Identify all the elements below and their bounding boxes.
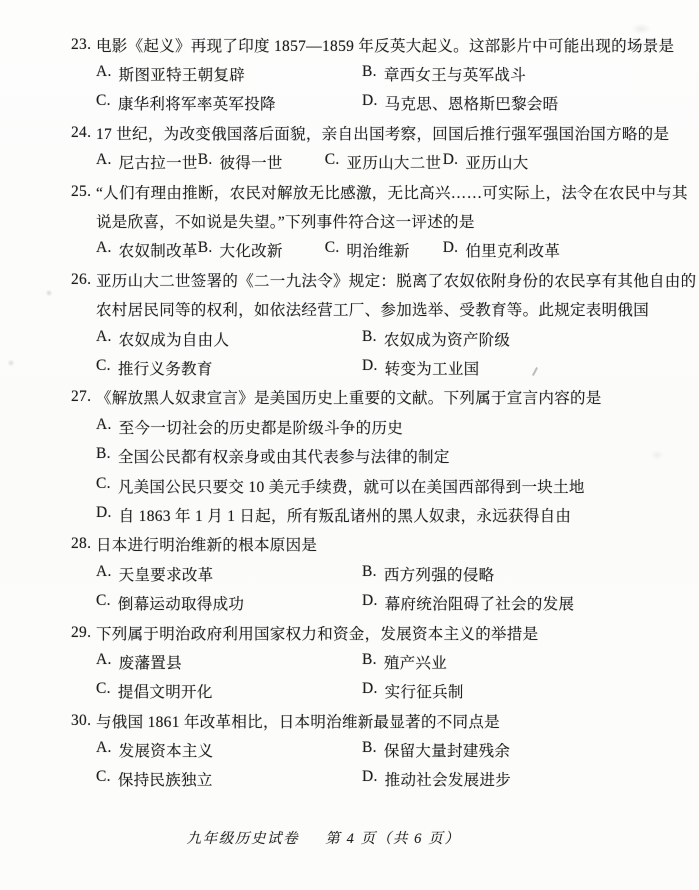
question-26 [0, 265, 699, 383]
option [443, 239, 560, 261]
question-stem-row [0, 618, 699, 647]
option-label: A. [96, 151, 112, 169]
question-stem-row [96, 295, 699, 324]
page-number: 第 4 页（共 6 页） [325, 831, 461, 847]
question-number: 28. [71, 535, 92, 553]
question-25 [0, 177, 699, 265]
question-number: 30. [71, 711, 92, 729]
option [96, 475, 585, 497]
option-label: B. [362, 562, 377, 580]
options-row [96, 471, 699, 500]
option [96, 504, 571, 526]
options-row [96, 148, 699, 177]
option-label: B. [197, 239, 213, 257]
option-text: 大化改新 [219, 243, 283, 261]
option [198, 151, 325, 173]
options-row [96, 324, 699, 353]
option-text: 提倡文明开化 [117, 684, 213, 702]
option-text: 幕府统治阻碍了社会的发展 [384, 596, 575, 614]
option-label: A. [96, 63, 112, 81]
exam-title: 九年级历史试卷 [186, 831, 300, 847]
question-27 [0, 383, 699, 530]
options-row [96, 559, 699, 588]
options-row [96, 677, 699, 706]
option-text: 彼得一世 [219, 155, 283, 173]
options-row [96, 441, 699, 470]
question-stem: 说是欣喜，不如说是失望。”下列事件符合这一评述的是 [96, 214, 475, 232]
option-label: D. [362, 356, 378, 374]
option-label: B. [362, 327, 377, 345]
question-stem: 亚历山大二世签署的《二一九法令》规定：脱离了农奴依附身份的农民享有其他自由的 [96, 272, 697, 290]
question-29 [0, 618, 699, 706]
option [325, 239, 443, 261]
option [362, 63, 526, 85]
question-stem-row [0, 530, 699, 559]
option [96, 592, 362, 614]
question-number: 24. [71, 123, 92, 141]
option [96, 416, 403, 438]
option-label: C. [96, 474, 111, 492]
option [96, 563, 362, 585]
question-28 [0, 530, 699, 618]
option-text: 伯里克利改革 [465, 243, 561, 261]
option-label: C. [324, 151, 340, 169]
option-text: 章西女王与英军战斗 [383, 67, 527, 85]
option [96, 357, 362, 379]
option-text: 全国公民都有权亲身或由其代表参与法律的制定 [117, 449, 450, 467]
option-label: D. [362, 592, 378, 610]
question-number: 23. [71, 35, 92, 53]
options-row [96, 236, 699, 265]
options-row [96, 412, 699, 441]
option-label: C. [96, 356, 111, 374]
option [96, 239, 198, 261]
question-stem-row [0, 30, 699, 59]
option-label: D. [442, 239, 459, 257]
option [198, 239, 325, 261]
option-text: 自 1863 年 1 月 1 日起，所有叛乱诸州的黑人奴隶，永远获得自由 [118, 507, 572, 525]
option [96, 63, 362, 85]
option-text: 凡美国公民只要交 10 美元手续费，就可以在美国西部得到一块土地 [117, 478, 585, 496]
question-stem: “人们有理由推断，农民对解放无比感激，无比高兴……可实际上，法令在农民中与其 [96, 184, 688, 202]
option-label: C. [96, 92, 111, 110]
question-stem: 17 世纪，为改变俄国落后面貌，亲自出国考察，回国后推行强军强国治国方略的是 [96, 125, 670, 143]
option-label: B. [197, 151, 213, 169]
question-stem-row [0, 706, 699, 735]
option-label: D. [442, 151, 459, 169]
question-24 [0, 118, 699, 177]
option-text: 亚历山大二世 [346, 155, 442, 173]
option-text: 推动社会发展进步 [384, 772, 512, 790]
option-text: 保留大量封建残余 [383, 743, 511, 761]
question-stem-row [0, 177, 699, 206]
option-text: 明治维新 [346, 243, 410, 261]
options-row [96, 735, 699, 764]
option [362, 592, 574, 614]
option [96, 651, 362, 673]
question-stem-row [0, 118, 699, 147]
options-row [96, 500, 699, 529]
question-stem-row [0, 265, 699, 294]
option-label: D. [362, 680, 378, 698]
option [362, 92, 558, 114]
option-label: D. [362, 768, 378, 786]
option [362, 563, 494, 585]
option [362, 739, 510, 761]
option-label: A. [96, 650, 112, 668]
option-text: 农奴成为资产阶级 [383, 331, 511, 349]
option-text: 马克思、恩格斯巴黎会晤 [384, 96, 559, 114]
question-number: 29. [71, 623, 92, 641]
option-label: D. [362, 92, 378, 110]
options-row [96, 353, 699, 382]
option [96, 680, 362, 702]
option-text: 农奴成为自由人 [118, 331, 230, 349]
option [96, 328, 362, 350]
option-label: C. [96, 680, 111, 698]
option-text: 推行义务教育 [117, 360, 213, 378]
question-stem-row [96, 206, 699, 235]
option-text: 斯图亚特王朝复辟 [118, 67, 246, 85]
option-label: A. [96, 739, 112, 757]
option-text: 农奴制改革 [118, 243, 198, 261]
option [325, 151, 443, 173]
page-footer [0, 827, 673, 848]
options-row [96, 89, 699, 118]
option-label: B. [362, 739, 377, 757]
options-row [96, 647, 699, 676]
questions-area [0, 30, 699, 794]
option-text: 废藩置县 [118, 654, 182, 672]
question-stem: 电影《起义》再现了印度 1857—1859 年反英大起义。这部影片中可能出现的场景是 [96, 37, 675, 55]
option-label: B. [362, 63, 377, 81]
options-row [96, 765, 699, 794]
option-label: A. [96, 415, 112, 433]
option-text: 实行征兵制 [384, 684, 464, 702]
question-number: 26. [71, 270, 92, 288]
question-stem-row [0, 383, 699, 412]
option-label: C. [96, 592, 111, 610]
question-stem: 《解放黑人奴隶宣言》是美国历史上重要的文献。下列属于宣言内容的是 [96, 390, 602, 408]
question-23 [0, 30, 699, 118]
option [362, 651, 447, 673]
option [96, 151, 198, 173]
option [443, 151, 529, 173]
option-label: D. [96, 503, 112, 521]
option-label: A. [96, 562, 112, 580]
option [362, 328, 510, 350]
question-stem: 下列属于明治政府利用国家权力和资金，发展资本主义的举措是 [96, 625, 539, 643]
option-label: A. [96, 239, 112, 257]
option-text: 天皇要求改革 [118, 566, 214, 584]
options-row [96, 588, 699, 617]
options-row [96, 59, 699, 88]
option-text: 殖产兴业 [383, 654, 448, 672]
option [96, 92, 362, 114]
option-text: 尼古拉一世 [118, 155, 198, 173]
question-stem: 与俄国 1861 年改革相比，日本明治维新最显著的不同点是 [96, 713, 500, 731]
option-text: 转变为工业国 [384, 360, 480, 378]
question-number: 27. [71, 388, 92, 406]
option-label: B. [96, 445, 111, 463]
question-stem: 农村居民同等的权利，如依法经营工厂、参加选举、受教育等。此规定表明俄国 [96, 302, 650, 320]
option-text: 发展资本主义 [118, 743, 214, 761]
option-label: C. [324, 239, 340, 257]
option-text: 康华利将军率英军投降 [117, 96, 276, 114]
option [362, 768, 511, 790]
option [362, 357, 479, 379]
option-label: B. [362, 650, 377, 668]
option [96, 739, 362, 761]
option-label: C. [96, 768, 111, 786]
option-text: 至今一切社会的历史都是阶级斗争的历史 [118, 419, 404, 437]
question-30 [0, 706, 699, 794]
option-text: 西方列强的侵略 [383, 566, 495, 584]
option [96, 445, 450, 467]
option [362, 680, 464, 702]
option-text: 倒幕运动取得成功 [117, 596, 245, 614]
question-number: 25. [71, 182, 92, 200]
option-text: 亚历山大 [465, 155, 529, 173]
option-text: 保持民族独立 [117, 772, 213, 790]
option [96, 768, 362, 790]
option-label: A. [96, 327, 112, 345]
question-stem: 日本进行明治维新的根本原因是 [96, 537, 318, 555]
